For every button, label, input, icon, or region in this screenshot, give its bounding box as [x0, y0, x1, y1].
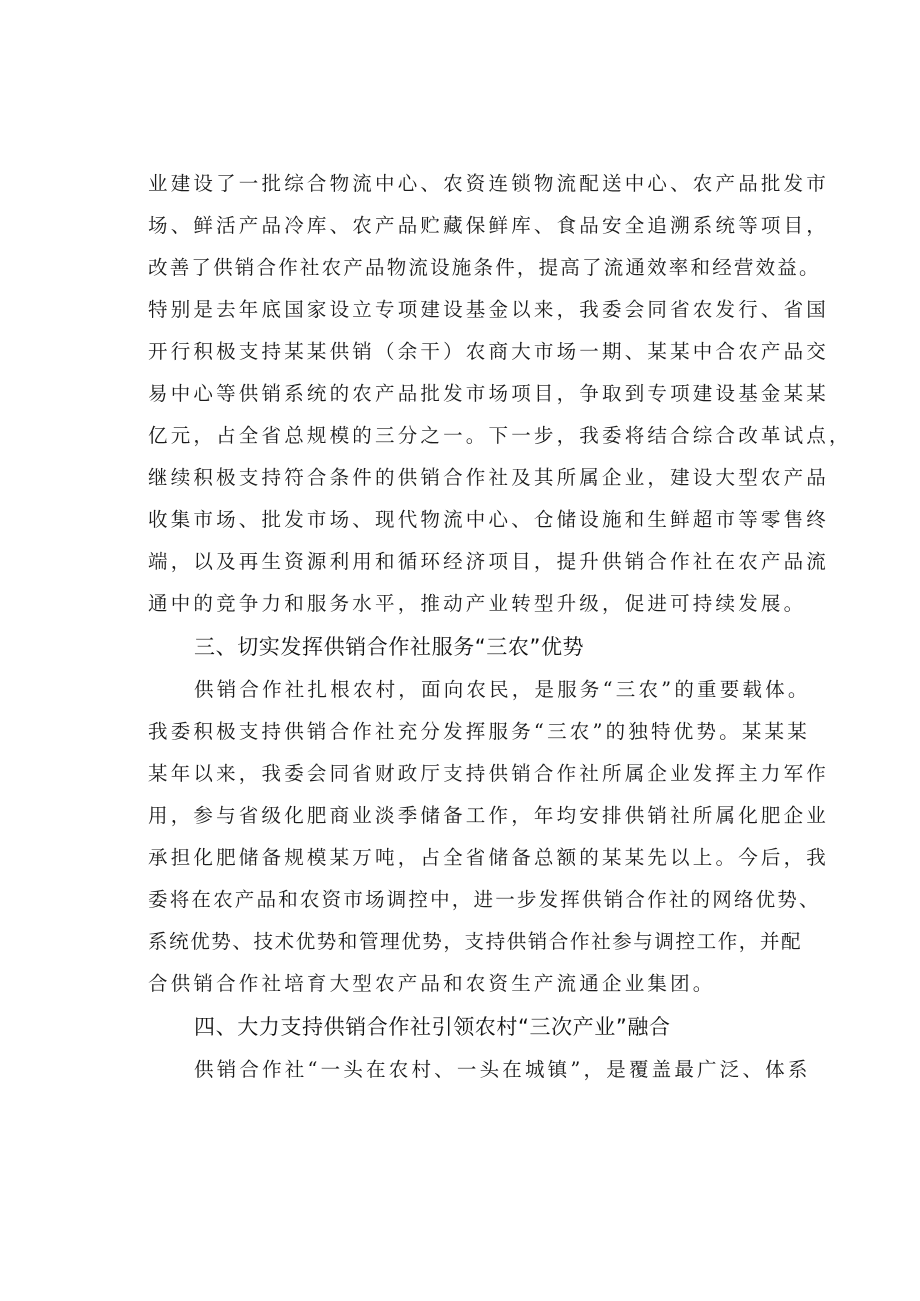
- text-line: 供销合作社扎根农村，面向农民，是服务“三农”的重要载体。: [194, 678, 811, 701]
- section-heading-3: 三、切实发挥供销合作社服务“三农”优势: [194, 635, 585, 659]
- text-line: 易中心等供销系统的农产品批发市场项目，争取到专项建设基金某某: [148, 382, 830, 405]
- text-line: 特别是去年底国家设立专项建设基金以来，我委会同省农发行、省国: [148, 298, 830, 321]
- paragraph-industry-integration: [148, 1049, 811, 1091]
- text-line: 某年以来，我委会同省财政厅支持供销合作社所属企业发挥主力军作: [148, 762, 830, 785]
- text-line: 系统优势、技术优势和管理优势，支持供销合作社参与调控工作，并配: [148, 930, 803, 953]
- text-line: 承担化肥储备规模某万吨，占全省储备总额的某某先以上。今后，我: [148, 846, 830, 869]
- text-line: 用，参与省级化肥商业淡季储备工作，年均安排供销社所属化肥企业: [148, 804, 830, 827]
- text-line: 收集市场、批发市场、现代物流中心、仓储设施和生鲜超市等零售终: [148, 508, 830, 531]
- text-line: 亿元，占全省总规模的三分之一。下一步，我委将结合综合改革试点，: [148, 424, 852, 447]
- section-heading-4: 四、大力支持供销合作社引领农村“三次产业”融合: [194, 1015, 671, 1039]
- text-line: 开行积极支持某某供销（余干）农商大市场一期、某某中合农产品交: [148, 340, 830, 363]
- text-line: 合供销合作社培育大型农产品和农资生产流通企业集团。: [148, 972, 716, 995]
- text-line: 通中的竞争力和服务水平，推动产业转型升级，促进可持续发展。: [148, 592, 807, 615]
- text-line: 改善了供销合作社农产品物流设施条件，提高了流通效率和经营效益。: [148, 256, 821, 279]
- text-line: 端，以及再生资源利用和循环经济项目，提升供销合作社在农产品流: [148, 550, 830, 573]
- paragraph-three-rural-issues: [148, 669, 830, 1005]
- text-line: 委将在农产品和农资市场调控中，进一步发挥供销合作社的网络优势、: [148, 888, 821, 911]
- text-line: 我委积极支持供销合作社充分发挥服务“三农”的独特优势。某某某: [148, 720, 810, 743]
- text-line: 业建设了一批综合物流中心、农资连锁物流配送中心、农产品批发市: [148, 172, 830, 195]
- text-line: 场、鲜活产品冷库、农产品贮藏保鲜库、食品安全追溯系统等项目，: [148, 214, 830, 237]
- text-line: 继续积极支持符合条件的供销合作社及其所属企业，建设大型农产品: [148, 466, 830, 489]
- document-body: [148, 163, 852, 1091]
- paragraph-logistics: [148, 163, 852, 625]
- text-line: 供销合作社“一头在农村、一头在城镇”，是覆盖最广泛、体系: [194, 1058, 811, 1081]
